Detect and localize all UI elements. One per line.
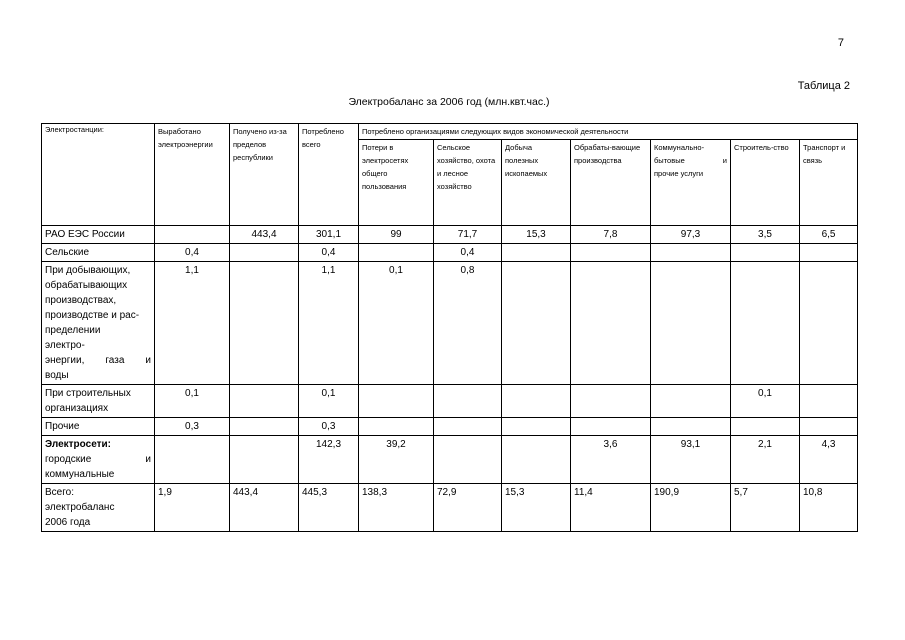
cell-communal	[651, 385, 731, 418]
page-number: 7	[837, 37, 844, 49]
row-label-line: При добывающих,	[45, 265, 131, 276]
header-communal-c: прочие услуги	[654, 169, 704, 178]
cell-mining: 15,3	[502, 484, 571, 532]
table-row	[42, 385, 858, 418]
header-communal-b2: и	[722, 156, 727, 165]
cell-manufacturing	[571, 418, 651, 436]
cell-mining	[502, 418, 571, 436]
header-consumed: Потреблено всего	[299, 124, 359, 226]
cell-received	[230, 385, 299, 418]
row-label-line: электро-	[45, 340, 85, 351]
cell-received	[230, 262, 299, 385]
cell-communal: 97,3	[651, 226, 731, 244]
row-label-word: городские	[45, 454, 92, 465]
table-row	[42, 244, 858, 262]
cell-manufacturing	[571, 244, 651, 262]
cell-consumed: 0,1	[299, 385, 359, 418]
cell-manufacturing: 7,8	[571, 226, 651, 244]
cell-losses	[359, 385, 434, 418]
row-label-word: энергии,	[45, 355, 85, 366]
row-label: Прочие	[42, 418, 155, 436]
cell-generated: 1,1	[155, 262, 230, 385]
header-communal-a: Коммунально-	[654, 143, 705, 152]
table-row	[42, 418, 858, 436]
cell-received	[230, 244, 299, 262]
cell-generated: 0,4	[155, 244, 230, 262]
cell-mining	[502, 436, 571, 484]
table-row-total	[42, 484, 858, 532]
cell-transport: 4,3	[800, 436, 858, 484]
cell-consumed: 142,3	[299, 436, 359, 484]
table-row	[42, 226, 858, 244]
cell-agri: 71,7	[434, 226, 502, 244]
cell-losses	[359, 418, 434, 436]
header-communal-b	[654, 154, 727, 167]
cell-communal	[651, 418, 731, 436]
header-orgs-group: Потреблено организациями следующих видов экономической деятельности	[359, 124, 858, 140]
cell-manufacturing: 3,6	[571, 436, 651, 484]
row-label-line: пределении	[45, 325, 101, 336]
cell-generated	[155, 226, 230, 244]
row-label-heading: Электросети:	[45, 439, 112, 450]
cell-construction: 5,7	[731, 484, 800, 532]
cell-transport	[800, 244, 858, 262]
cell-mining	[502, 262, 571, 385]
cell-manufacturing: 11,4	[571, 484, 651, 532]
cell-construction: 2,1	[731, 436, 800, 484]
cell-agri: 72,9	[434, 484, 502, 532]
cell-consumed: 1,1	[299, 262, 359, 385]
row-label-line	[45, 452, 151, 467]
cell-construction	[731, 262, 800, 385]
row-label-word: и	[145, 454, 151, 465]
cell-agri	[434, 436, 502, 484]
cell-losses	[359, 244, 434, 262]
cell-agri	[434, 385, 502, 418]
cell-communal: 93,1	[651, 436, 731, 484]
cell-agri: 0,4	[434, 244, 502, 262]
row-label	[42, 484, 155, 532]
header-communal-b1: бытовые	[654, 156, 685, 165]
row-label	[42, 385, 155, 418]
cell-communal	[651, 262, 731, 385]
cell-generated: 0,1	[155, 385, 230, 418]
row-label: РАО ЕЭС России	[42, 226, 155, 244]
cell-losses: 39,2	[359, 436, 434, 484]
cell-manufacturing	[571, 385, 651, 418]
table-title: Электробаланс за 2006 год (млн.квт.час.)	[348, 96, 550, 108]
cell-communal: 190,9	[651, 484, 731, 532]
row-label-word: газа	[105, 355, 125, 366]
cell-consumed: 0,3	[299, 418, 359, 436]
row-label-line	[45, 353, 151, 368]
cell-losses: 138,3	[359, 484, 434, 532]
row-label	[42, 262, 155, 385]
header-row-1	[42, 124, 858, 140]
cell-construction	[731, 418, 800, 436]
cell-consumed: 0,4	[299, 244, 359, 262]
header-losses: Потери в электросетях общего пользования	[359, 140, 434, 226]
cell-construction: 3,5	[731, 226, 800, 244]
row-label-line: Всего:	[45, 487, 74, 498]
row-label-line: При строительных	[45, 388, 131, 399]
cell-mining: 15,3	[502, 226, 571, 244]
table-row	[42, 436, 858, 484]
row-label	[42, 436, 155, 484]
header-stations: Электростанции:	[42, 124, 155, 226]
header-construction: Строитель-ство	[731, 140, 800, 226]
cell-transport	[800, 262, 858, 385]
cell-construction: 0,1	[731, 385, 800, 418]
row-label-line: производстве и рас-	[45, 310, 140, 321]
cell-transport: 10,8	[800, 484, 858, 532]
header-manufacturing: Обрабаты-вающие производства	[571, 140, 651, 226]
cell-received: 443,4	[230, 484, 299, 532]
row-label-line: обрабатывающих	[45, 280, 128, 291]
cell-losses: 0,1	[359, 262, 434, 385]
header-transport: Транспорт и связь	[800, 140, 858, 226]
electro-balance-table	[41, 123, 858, 532]
cell-generated: 1,9	[155, 484, 230, 532]
cell-transport	[800, 418, 858, 436]
row-label-line: коммунальные	[45, 469, 115, 480]
cell-manufacturing	[571, 262, 651, 385]
header-received: Получено из-за пределов республики	[230, 124, 299, 226]
cell-consumed: 301,1	[299, 226, 359, 244]
row-label-line: воды	[45, 370, 69, 381]
row-label-line: производствах,	[45, 295, 117, 306]
cell-received	[230, 418, 299, 436]
row-label: Сельские	[42, 244, 155, 262]
table-label: Таблица 2	[797, 80, 850, 92]
cell-agri	[434, 418, 502, 436]
cell-communal	[651, 244, 731, 262]
cell-generated	[155, 436, 230, 484]
cell-mining	[502, 385, 571, 418]
cell-received: 443,4	[230, 226, 299, 244]
cell-construction	[731, 244, 800, 262]
cell-losses: 99	[359, 226, 434, 244]
cell-generated: 0,3	[155, 418, 230, 436]
table-row	[42, 262, 858, 385]
cell-mining	[502, 244, 571, 262]
cell-agri: 0,8	[434, 262, 502, 385]
header-mining: Добыча полезных ископаемых	[502, 140, 571, 226]
cell-consumed: 445,3	[299, 484, 359, 532]
header-communal	[651, 140, 731, 226]
row-label-word: и	[145, 355, 151, 366]
row-label-line: организациях	[45, 403, 109, 414]
cell-transport: 6,5	[800, 226, 858, 244]
cell-transport	[800, 385, 858, 418]
header-agri: Сельское хозяйство, охота и лесное хозяйство	[434, 140, 502, 226]
row-label-line: электробаланс	[45, 502, 115, 513]
header-generated: Выработано электроэнергии	[155, 124, 230, 226]
row-label-line: 2006 года	[45, 517, 91, 528]
cell-received	[230, 436, 299, 484]
